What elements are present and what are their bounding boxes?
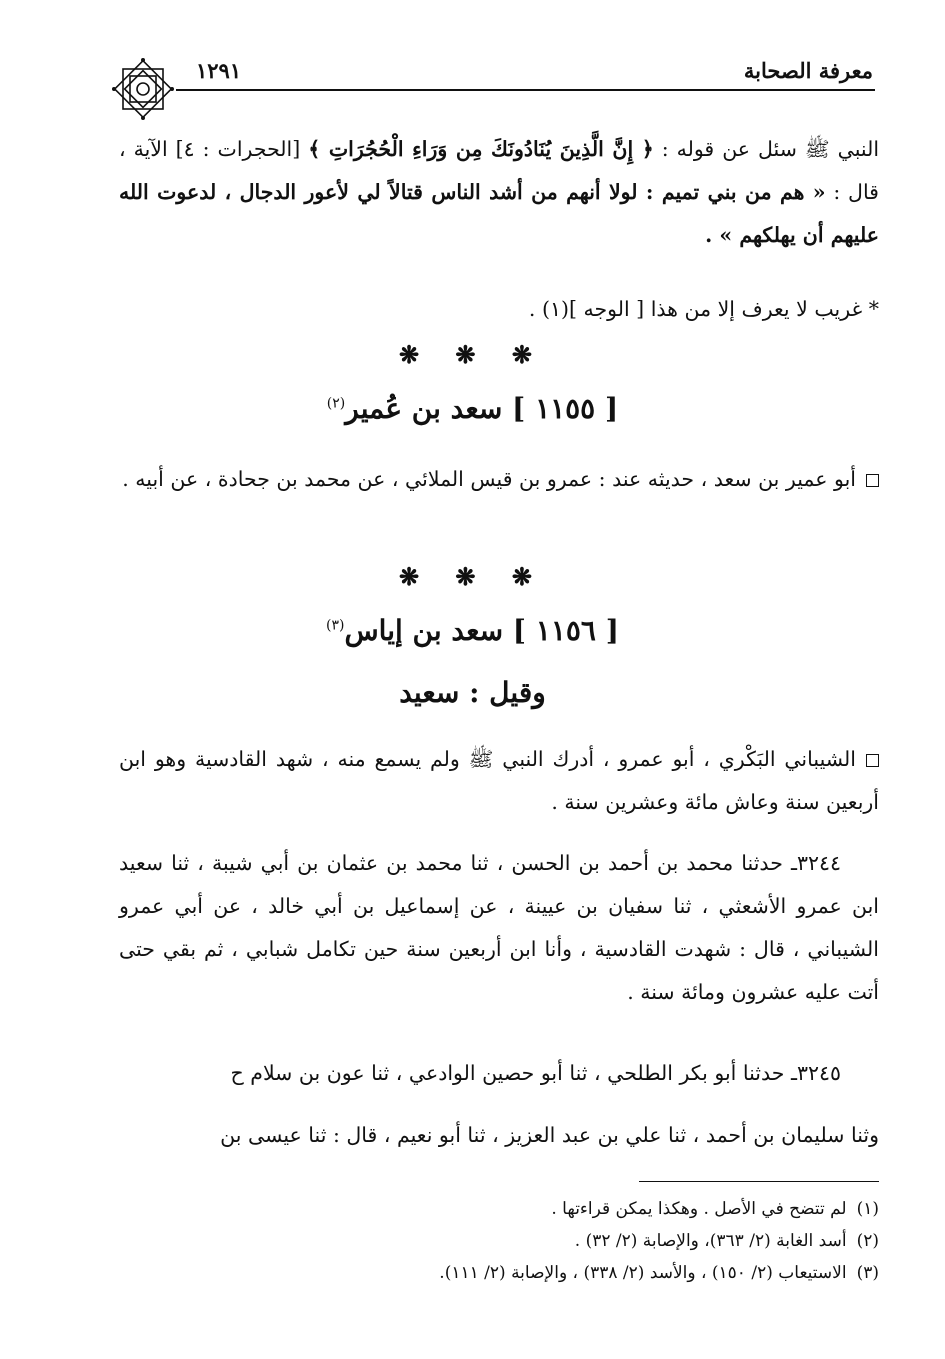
running-header-title: معرفة الصحابة xyxy=(743,58,873,83)
section-separator: ❋ ❋ ❋ xyxy=(398,340,547,369)
square-bullet-icon xyxy=(866,754,879,767)
footnote-text: الاستيعاب (٢/ ١٥٠) ، والأسد (٢/ ٣٣٨) ، والإصابة (٢/ ١١١). xyxy=(439,1263,847,1283)
footnote-2 xyxy=(119,1226,879,1256)
footnote-ref: (٣) xyxy=(326,617,345,634)
quran-quote: ﴿ إِنَّ الَّذِينَ يُنَادُونَكَ مِن وَرَاءِ الْحُجُرَاتِ ﴾ xyxy=(308,137,654,161)
paragraph-hadith-tamim xyxy=(119,128,879,257)
alternate-name-heading: وقيل : سعيد xyxy=(399,676,546,709)
header-rule xyxy=(176,89,875,91)
paragraph-entry-1156 xyxy=(119,738,879,824)
footnote-text: لم تتضح في الأصل . وهكذا يمكن قراءتها . xyxy=(551,1199,847,1219)
text-segment: [الحجرات : ٤] الآية ، قال : xyxy=(119,137,879,204)
square-bullet-icon xyxy=(866,474,879,487)
entry-body: أبو عمير بن سعد ، حديثه عند : عمرو بن قيس الملائي ، عن محمد بن جحادة ، عن أبيه . xyxy=(122,467,856,491)
footnote-3 xyxy=(119,1258,879,1288)
footnote-ref: (٢) xyxy=(326,395,346,412)
entry-heading-1156 xyxy=(0,614,945,647)
footnote-1 xyxy=(119,1194,879,1224)
paragraph-hadith-3244: ٣٢٤٤ـ حدثنا محمد بن أحمد بن الحسن ، ثنا محمد بن عثمان بن أبي شيبة ، ثنا سعيد ابن عمرو الأشعثي ، ثنا سفيان بن عيينة ، عن إسماعيل بن أبي خالد ، عن أبي عمرو الشيباني ، قال : شهدت القادسية ، وأنا ابن أربعين سنة حين تكامل شبابي ، ثم بقي حتى أتت عليه عشرون ومائة سنة . xyxy=(119,851,879,1004)
paragraph-entry-1155 xyxy=(119,458,879,501)
footnote-text: أسد الغابة (٢/ ٣٦٣)، والإصابة (٢/ ٣٢) . xyxy=(574,1231,847,1251)
section-separator: ❋ ❋ ❋ xyxy=(398,562,547,591)
entry-body: الشيباني البَكْري ، أبو عمرو ، أدرك النبي ﷺ ولم يسمع منه ، شهد القادسية وهو ابن أربعين سنة وعاش مائة وعشرين سنة . xyxy=(119,747,879,814)
footnote-number: (٢) xyxy=(856,1231,879,1251)
entry-heading-1155 xyxy=(0,392,945,425)
entry-title: [ ١١٥٦ ] سعد بن إياس xyxy=(344,614,619,647)
footnote-rule xyxy=(639,1181,879,1182)
entry-title: [ ١١٥٥ ] سعد بن عُمير xyxy=(345,392,619,425)
paragraph-gharib-note: * غريب لا يعرف إلا من هذا [ الوجه ](١) . xyxy=(528,297,879,321)
text-segment: النبي ﷺ سئل عن قوله : xyxy=(653,137,880,161)
paragraph-hadith-3245-cont: وثنا سليمان بن أحمد ، ثنا علي بن عبد العزيز ، ثنا أبو نعيم ، قال : ثنا عيسى بن xyxy=(220,1123,879,1147)
footnote-number: (٣) xyxy=(856,1263,879,1283)
footnote-number: (١) xyxy=(856,1199,879,1219)
paragraph-hadith-3245: ٣٢٤٥ـ حدثنا أبو بكر الطلحي ، ثنا أبو حصين الوادعي ، ثنا عون بن سلام ح xyxy=(230,1061,841,1085)
hadith-text: « هم من بني تميم : لولا أنهم من أشد الناس قتالاً لي لأعور الدجال ، لدعوت الله عليهم أن يهلكهم » . xyxy=(119,180,879,247)
star-ornament-icon xyxy=(110,56,176,122)
page-number: ١٢٩١ xyxy=(196,58,242,83)
